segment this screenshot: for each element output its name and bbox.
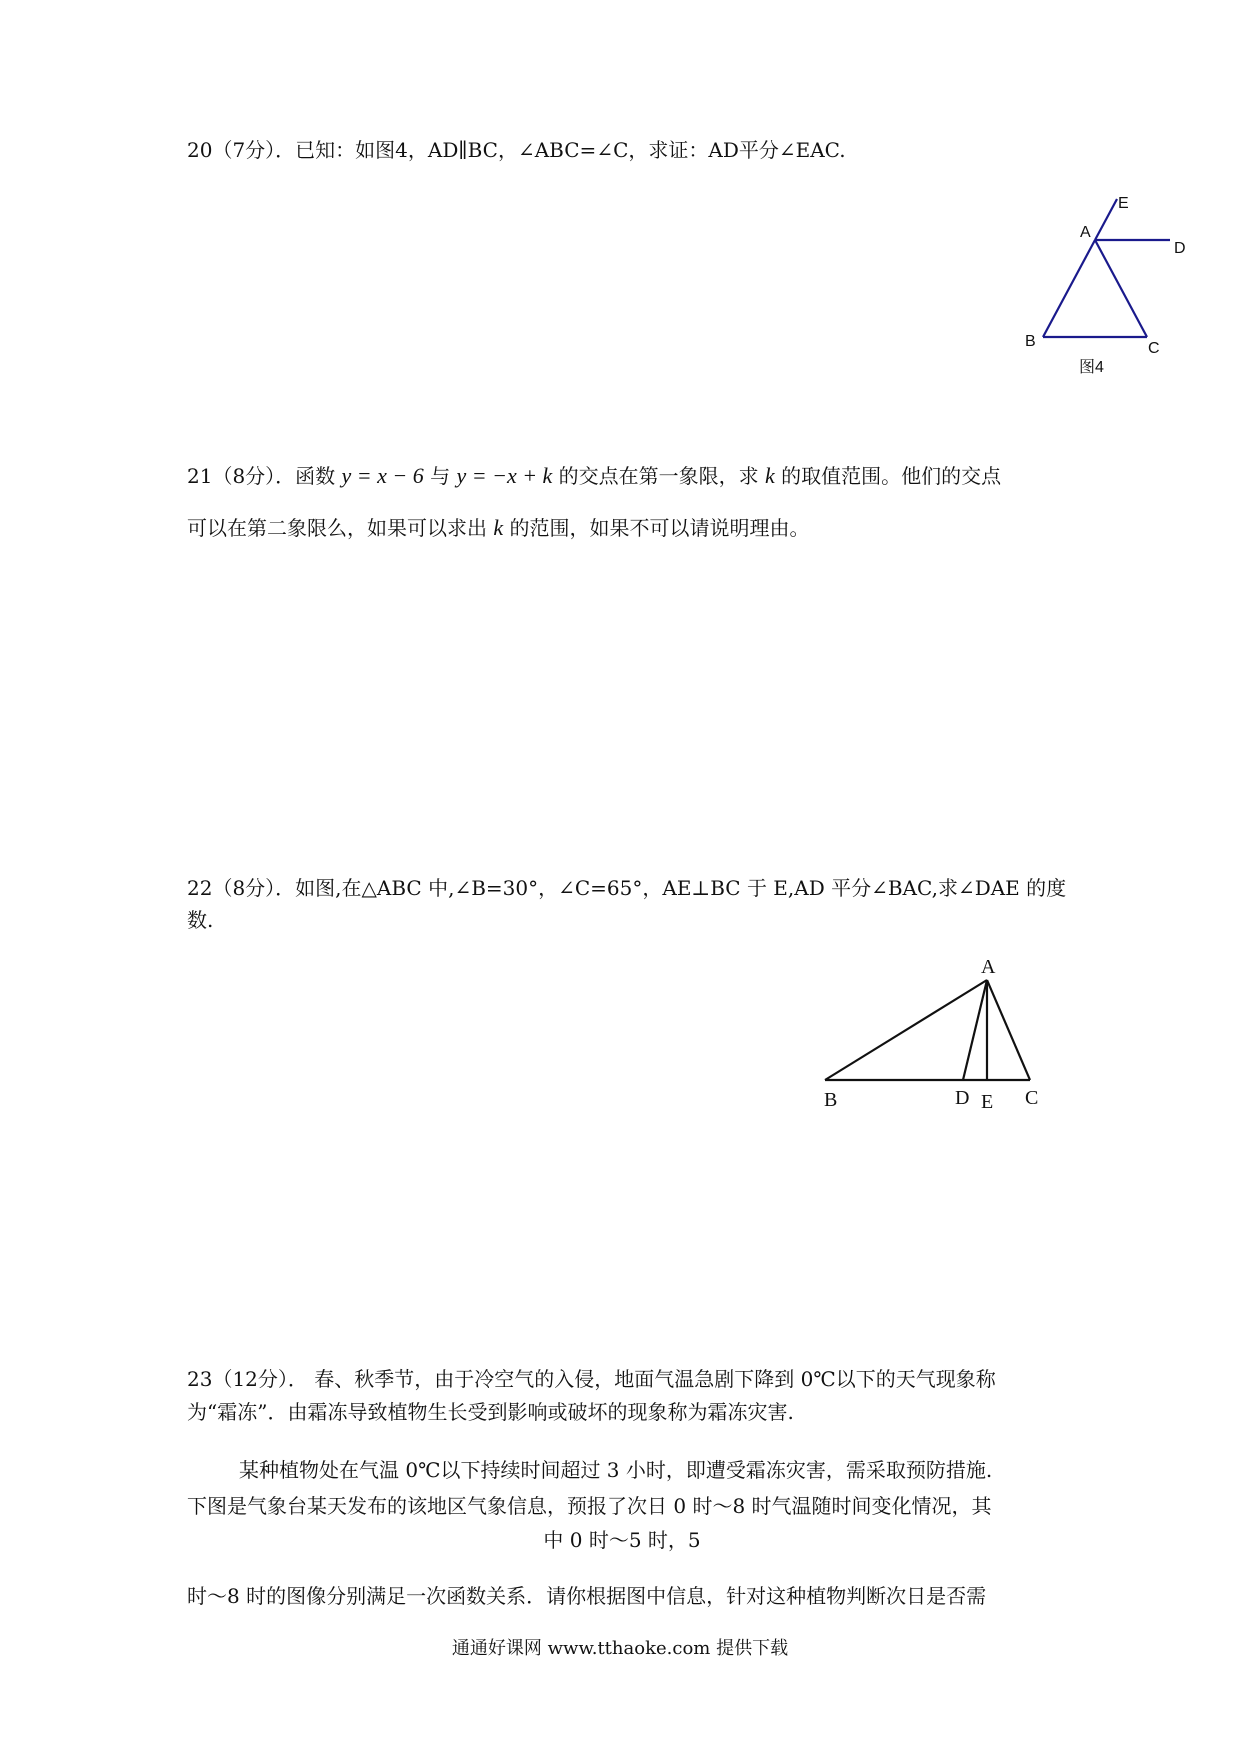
q22-line2: 数. bbox=[187, 908, 214, 932]
page-footer: 通通好课网 www.tthaoke.com 提供下载 bbox=[451, 1638, 789, 1659]
line-ad bbox=[963, 980, 987, 1080]
fig4-label-e: E bbox=[1118, 195, 1129, 212]
tri-label-e: E bbox=[981, 1091, 994, 1113]
tri-label-c: C bbox=[1025, 1087, 1039, 1109]
fig4-caption: 图4 bbox=[1079, 359, 1104, 376]
fig4-label-b: B bbox=[1025, 333, 1036, 350]
q21-prefix: 21（8分）．函数 bbox=[187, 464, 342, 488]
fig4-label-c: C bbox=[1148, 340, 1160, 357]
figure-4-lines bbox=[1043, 199, 1170, 337]
q21-line2 bbox=[187, 514, 1057, 542]
q23-line5: 中 0 时～5 时，5 bbox=[543, 1528, 701, 1552]
q21-var1: k bbox=[765, 463, 775, 488]
q21-tail1: 的取值范围。他们的交点 bbox=[774, 464, 1002, 488]
triangle-lines bbox=[825, 980, 1030, 1080]
q21-mid1: 与 bbox=[423, 464, 457, 488]
q21-mid2: 的交点在第一象限，求 bbox=[552, 464, 766, 488]
q21-line1 bbox=[187, 462, 1057, 490]
tri-label-b: B bbox=[824, 1089, 838, 1111]
q23-line4: 下图是气象台某天发布的该地区气象信息，预报了次日 0 时～8 时气温随时间变化情况，其 bbox=[187, 1494, 992, 1518]
tri-label-d: D bbox=[955, 1087, 970, 1109]
q23-line1: 23（12分）． 春、秋季节，由于冷空气的入侵，地面气温急剧下降到 0℃以下的天气现象称 bbox=[187, 1367, 996, 1391]
q23-line6: 时～8 时的图像分别满足一次函数关系．请你根据图中信息，针对这种植物判断次日是否需 bbox=[187, 1584, 987, 1608]
q21-line2-prefix: 可以在第二象限么，如果可以求出 bbox=[187, 516, 494, 540]
line-ba bbox=[1043, 240, 1095, 337]
q22-line1: 22（8分）．如图,在△ABC 中,∠B=30°，∠C=65°，AE⊥BC 于 E,AD 平分∠BAC,求∠DAE 的度 bbox=[187, 876, 1067, 900]
fig4-label-d: D bbox=[1174, 240, 1186, 257]
q21-func1: y = x − 6 bbox=[341, 463, 424, 488]
line-ab bbox=[825, 980, 987, 1080]
line-ac bbox=[1095, 240, 1147, 337]
q21-line2-tail: 的范围，如果不可以请说明理由。 bbox=[503, 516, 810, 540]
q23-line2: 为“霜冻”．由霜冻导致植物生长受到影响或破坏的现象称为霜冻灾害. bbox=[187, 1400, 794, 1424]
q20-text: 20（7分）．已知：如图4，AD∥BC，∠ABC=∠C，求证：AD平分∠EAC. bbox=[187, 138, 846, 162]
q23-line3: 某种植物处在气温 0℃以下持续时间超过 3 小时，即遭受霜冻灾害，需采取预防措施. bbox=[239, 1458, 993, 1482]
fig4-label-a: A bbox=[1080, 224, 1091, 241]
line-ac bbox=[987, 980, 1030, 1080]
q21-var2: k bbox=[493, 515, 504, 540]
q21-func2: y = −x + k bbox=[456, 463, 553, 488]
tri-label-a: A bbox=[981, 956, 996, 978]
line-ae bbox=[1095, 199, 1117, 240]
